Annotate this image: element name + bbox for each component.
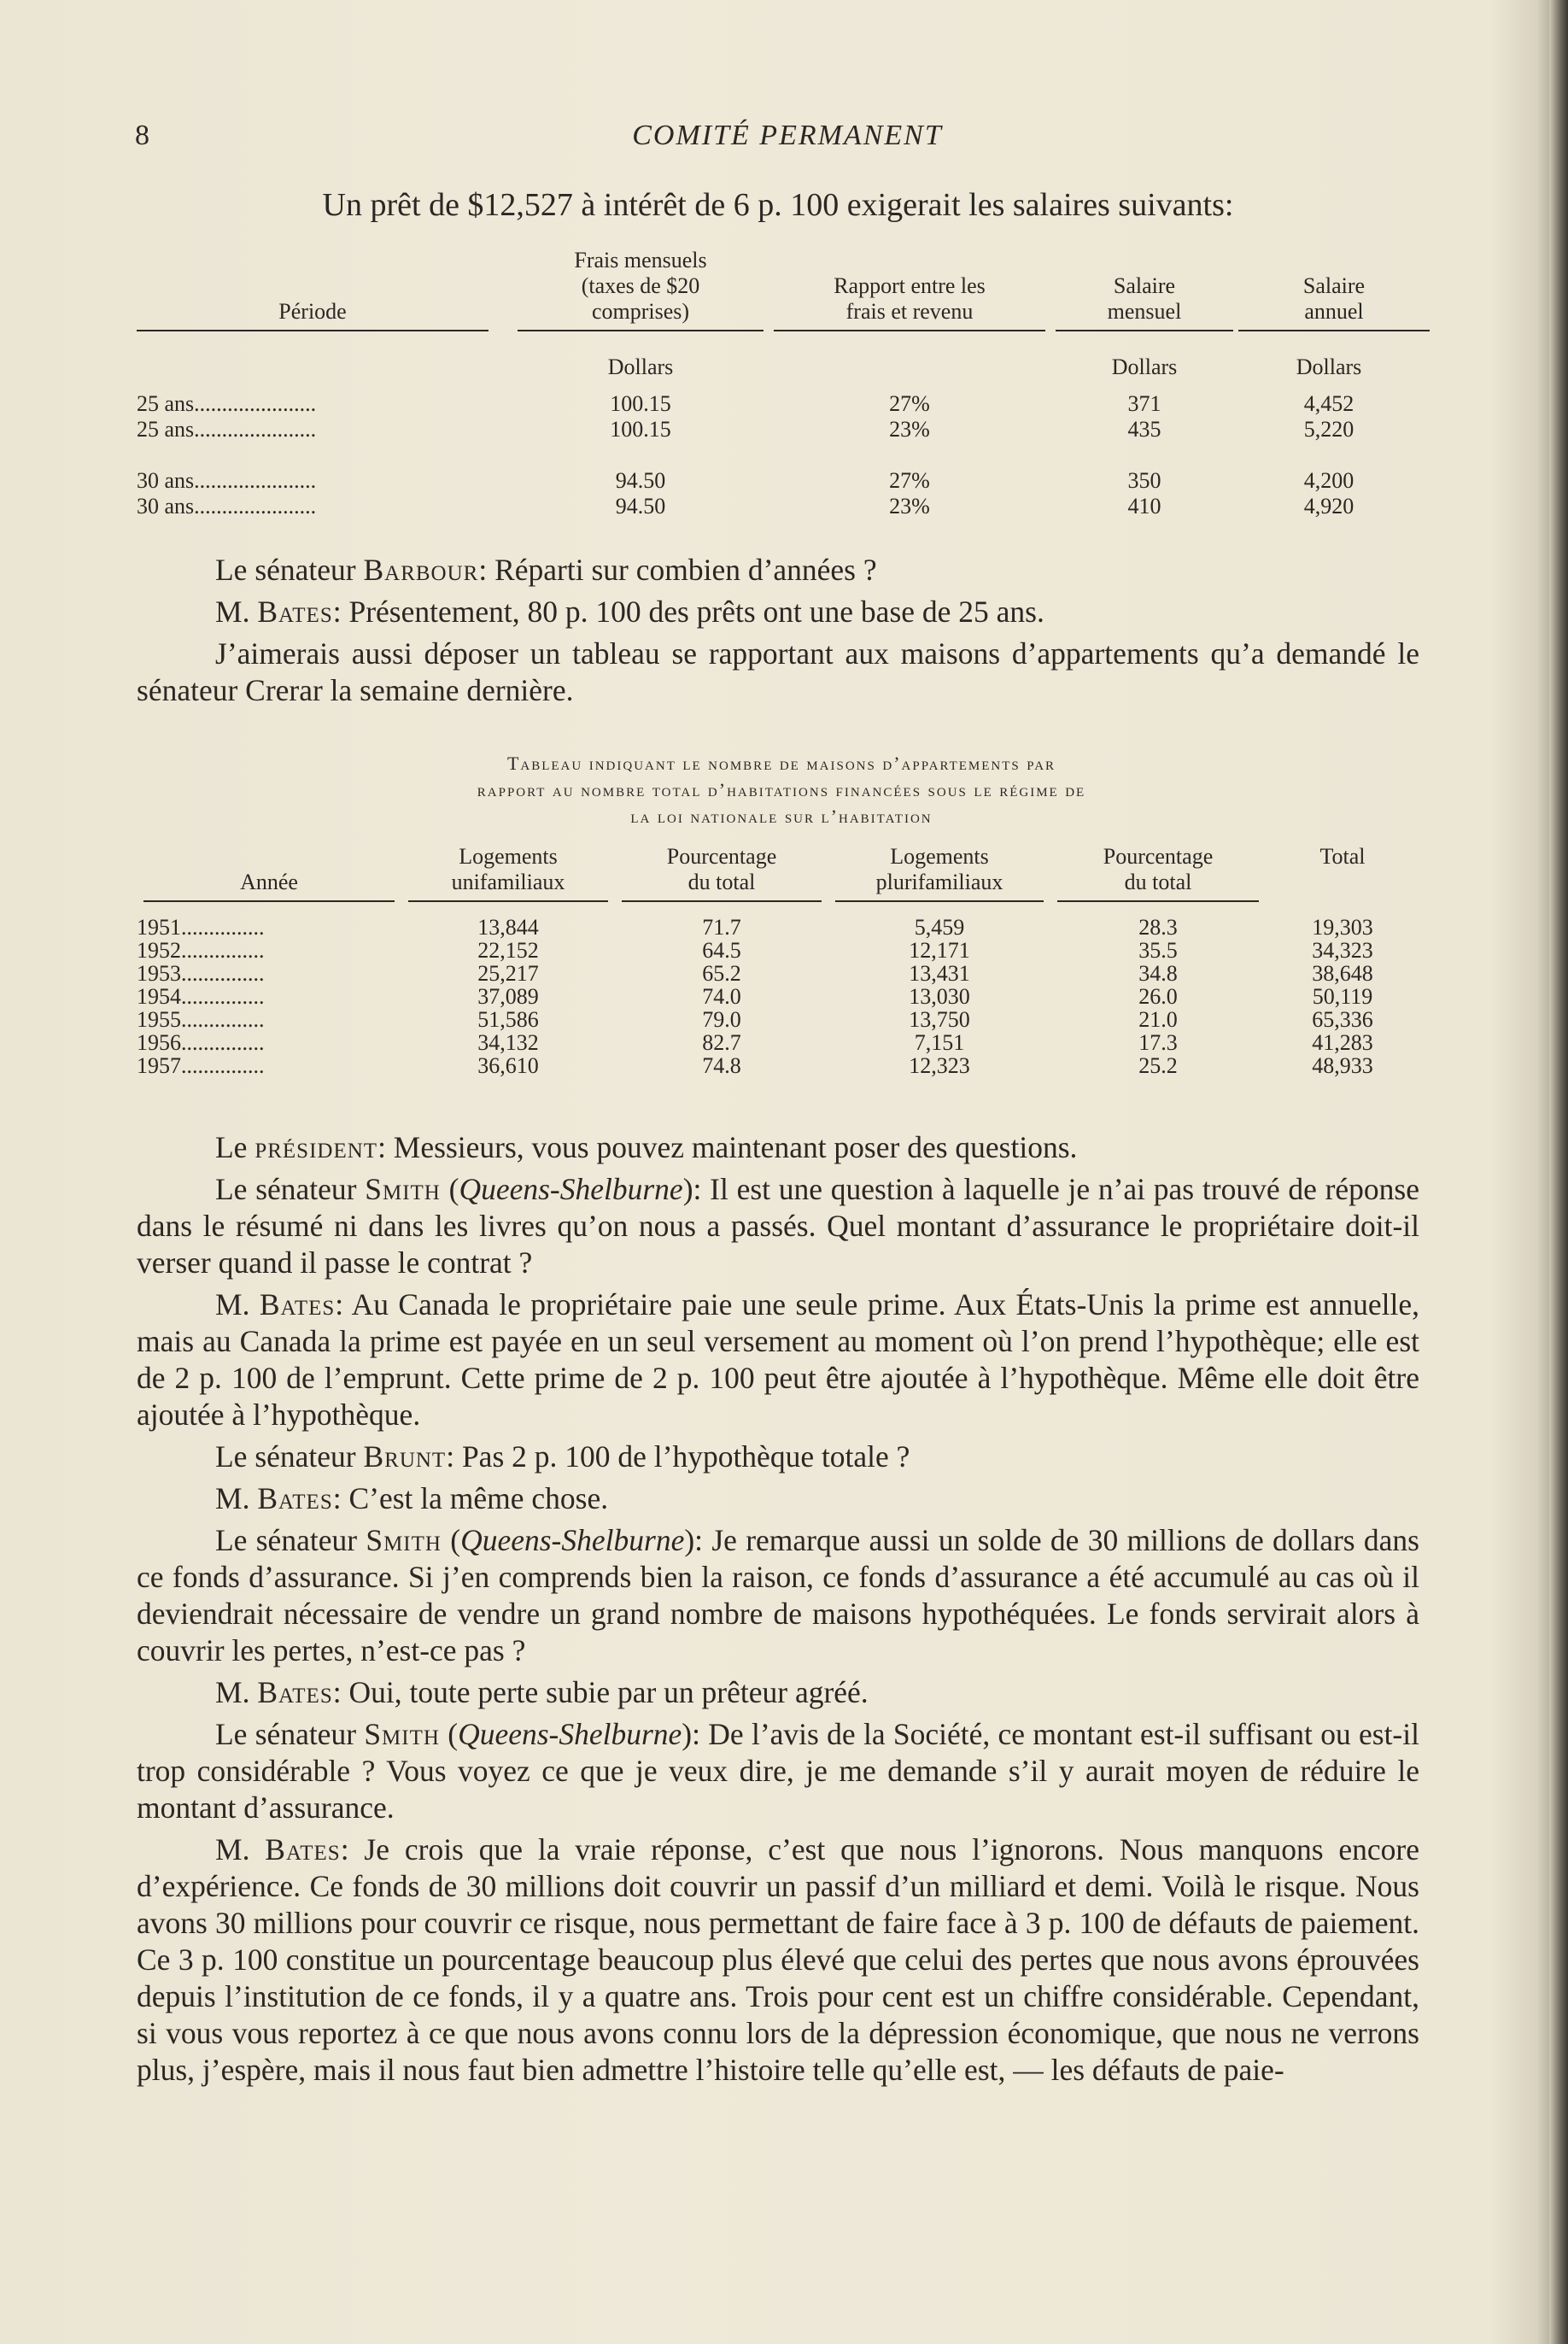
paragraph: M. Bates: Je crois que la vraie réponse, c’est que nous l’ignorons. Nous manquons encore d’expérience. Ce fonds de 30 millions doit couvrir un passif d’un milliard et demi. Voilà le risque. Nous avons 30 millions pour couvrir ce risque, nous permettant de faire face à 3 p. 100 de défauts de paiement. Ce 3 p. 100 constitue un pourcentage beaucoup plus élevé que celui des pertes que nous avons éprouvées depuis l’institution de ce fonds, il y a quatre ans. Trois pour cent est un chiffre considérable. Cependant, si vous vous reportez à ce que nous avons connu lors de la dépression économique, que nous ne verrons plus, j’espère, mais il nous faut bien admettre l’histoire telle qu’elle est, — les défauts de paie- <box>137 1832 1419 2087</box>
header-annee: Année <box>137 844 401 907</box>
cell-pct-pluri: 17.3 <box>1138 1030 1178 1055</box>
cell-annee: 1957............... <box>137 1053 265 1078</box>
speaker-name: Brunt <box>363 1439 447 1474</box>
cell-annuel: 5,220 <box>1303 417 1354 442</box>
cell-annee: 1956............... <box>137 1030 265 1055</box>
header-pct-pluri: Pourcentage du total <box>1050 844 1266 907</box>
header-salaire-mensuel: Salaire mensuel <box>1050 248 1238 337</box>
cell-mensuel: 410 <box>1127 494 1161 519</box>
dialogue <box>137 1129 1419 2094</box>
header-pct-uni: Pourcentage du total <box>615 844 828 907</box>
row-spacer <box>137 442 1419 468</box>
speaker-name: Smith <box>365 1172 441 1206</box>
cell-pct-uni: 74.8 <box>702 1053 741 1078</box>
cell-mensuel: 371 <box>1127 391 1161 416</box>
cell-rapport: 23% <box>889 417 930 442</box>
cell-annuel: 4,200 <box>1303 468 1354 493</box>
intro-paragraphs <box>137 552 1419 714</box>
cell-frais: 100.15 <box>610 391 671 416</box>
table-row <box>137 417 1419 442</box>
housing-table-header <box>137 844 1419 907</box>
cell-pct-uni: 71.7 <box>702 915 741 940</box>
cell-periode: 30 ans...................... <box>137 468 317 493</box>
cell-pluri: 5,459 <box>914 915 965 940</box>
cell-total: 48,933 <box>1312 1053 1373 1078</box>
cell-annee: 1955............... <box>137 1007 265 1032</box>
cell-pct-uni: 65.2 <box>702 961 741 986</box>
paragraph: M. Bates: Au Canada le propriétaire paie une seule prime. Aux États-Unis la prime est annuelle, mais au Canada la prime est payée en un seul versement au moment où l’on prend l’hypothèque; elle est de 2 p. 100 de l’emprunt. Cette prime de 2 p. 100 peut être ajoutée à l’hypothèque. Même elle doit être ajoutée à l’hypothèque. <box>137 1287 1419 1432</box>
table-row <box>137 939 1419 962</box>
speaker-name: Smith <box>366 1523 442 1557</box>
cell-annuel: 4,920 <box>1303 494 1354 519</box>
cell-pct-pluri: 25.2 <box>1138 1053 1178 1078</box>
cell-uni: 22,152 <box>477 938 539 963</box>
cell-rapport: 23% <box>889 494 930 519</box>
unit-salaire-mensuel: Dollars <box>1111 355 1178 379</box>
header-rapport: Rapport entre les frais et revenu <box>769 248 1050 337</box>
table2-caption: Tableau indiquant le nombre de maisons d’appartements par rapport au nombre total d’habitations financées sous le régime de la loi nationale sur l’habitation <box>477 753 1086 827</box>
cell-pluri: 13,431 <box>909 961 970 986</box>
header-plurifamiliaux: Logements plurifamiliaux <box>828 844 1050 907</box>
paragraph: M. Bates: C’est la même chose. <box>215 1481 609 1515</box>
paragraph: Le sénateur Brunt: Pas 2 p. 100 de l’hypothèque totale ? <box>215 1439 910 1474</box>
header-periode: Période <box>137 248 512 337</box>
cell-uni: 51,586 <box>477 1007 539 1032</box>
page-number: 8 <box>135 120 149 151</box>
cell-annee: 1953............... <box>137 961 265 986</box>
unit-salaire-annuel: Dollars <box>1296 355 1362 379</box>
salary-table <box>137 248 1419 519</box>
speaker-name: Barbour <box>363 553 479 587</box>
speaker-name: Bates <box>265 1832 341 1866</box>
cell-annee: 1951............... <box>137 915 265 940</box>
units-row <box>137 337 1419 391</box>
header-salaire-annuel: Salaire annuel <box>1238 248 1419 337</box>
cell-total: 34,323 <box>1312 938 1373 963</box>
cell-uni: 37,089 <box>477 984 539 1009</box>
cell-uni: 13,844 <box>477 915 539 940</box>
cell-pluri: 13,750 <box>909 1007 970 1032</box>
unit-frais: Dollars <box>607 355 674 379</box>
cell-pct-uni: 74.0 <box>702 984 741 1009</box>
paragraph: J’aimerais aussi déposer un tableau se rapportant aux maisons d’appartements qu’a demandé le sénateur Crerar la semaine dernière. <box>137 636 1419 707</box>
lead-sentence: Un prêt de $12,527 à intérêt de 6 p. 100 exigerait les salaires suivants: <box>322 187 1234 223</box>
cell-annee: 1952............... <box>137 938 265 963</box>
cell-uni: 25,217 <box>477 961 539 986</box>
cell-pct-pluri: 34.8 <box>1138 961 1178 986</box>
cell-rapport: 27% <box>889 391 930 416</box>
table-row <box>137 1008 1419 1031</box>
paragraph: Le sénateur Smith (Queens-Shelburne): Il est une question à laquelle je n’ai pas trouvé de réponse dans le résumé ni dans les livres qu’on nous a passés. Quel montant d’assurance le propriétaire doit-il verser quand il passe le contrat ? <box>137 1172 1419 1280</box>
cell-annee: 1954............... <box>137 984 265 1009</box>
housing-table <box>137 844 1419 1077</box>
paragraph: Le sénateur Smith (Queens-Shelburne): De l’avis de la Société, ce montant est-il suffisant ou est-il trop considérable ? Vous voyez ce que je veux dire, je me demande s’il y aurait moyen de réduire le montant d’assurance. <box>137 1717 1419 1825</box>
riding: Queens-Shelburne <box>459 1172 683 1206</box>
running-head: COMITÉ PERMANENT <box>632 120 943 151</box>
cell-frais: 100.15 <box>610 417 671 442</box>
cell-total: 50,119 <box>1312 984 1373 1009</box>
table-row <box>137 391 1419 417</box>
cell-pct-uni: 82.7 <box>702 1030 741 1055</box>
header-total: Total <box>1319 844 1366 869</box>
paragraph: M. Bates: Oui, toute perte subie par un prêteur agréé. <box>215 1675 869 1709</box>
cell-mensuel: 435 <box>1127 417 1161 442</box>
cell-pct-pluri: 26.0 <box>1138 984 1178 1009</box>
table-row <box>137 468 1419 494</box>
header-unifamiliaux: Logements unifamiliaux <box>401 844 615 907</box>
page-header <box>135 120 1440 162</box>
riding: Queens-Shelburne <box>460 1523 685 1557</box>
cell-frais: 94.50 <box>615 494 666 519</box>
cell-total: 19,303 <box>1312 915 1373 940</box>
cell-annuel: 4,452 <box>1303 391 1354 416</box>
cell-pct-pluri: 35.5 <box>1138 938 1178 963</box>
cell-total: 41,283 <box>1312 1030 1373 1055</box>
page-edge-shadow <box>1549 0 1568 2344</box>
cell-pluri: 12,323 <box>909 1053 970 1078</box>
cell-pct-pluri: 28.3 <box>1138 915 1178 940</box>
cell-pct-uni: 79.0 <box>702 1007 741 1032</box>
paragraph: Le sénateur Smith (Queens-Shelburne): Je remarque aussi un solde de 30 millions de dollars dans ce fonds d’assurance. Si j’en comprends bien la raison, ce fonds d’assurance a été accumulé au cas où il deviendrait nécessaire de vendre un grand nombre de maisons hypothéquées. Le fonds servirait alors à couvrir les pertes, n’est-ce pas ? <box>137 1523 1420 1667</box>
cell-periode: 25 ans...................... <box>137 417 317 442</box>
table-row <box>137 907 1419 939</box>
paragraph: Le sénateur Barbour: Réparti sur combien d’années ? <box>215 553 877 587</box>
speaker-name: Bates <box>257 1675 333 1709</box>
cell-total: 38,648 <box>1312 961 1373 986</box>
cell-rapport: 27% <box>889 468 930 493</box>
cell-pluri: 7,151 <box>914 1030 965 1055</box>
speaker-name: Bates <box>257 1481 333 1515</box>
table-row <box>137 962 1419 985</box>
speaker-name: Bates <box>257 595 333 629</box>
cell-pluri: 12,171 <box>909 938 970 963</box>
riding: Queens-Shelburne <box>458 1717 682 1751</box>
speaker-name: Bates <box>259 1287 336 1321</box>
header-frais: Frais mensuels (taxes de $20 comprises) <box>512 248 769 337</box>
speaker-name: président <box>255 1130 378 1164</box>
cell-total: 65,336 <box>1312 1007 1373 1032</box>
table-row <box>137 1031 1419 1054</box>
table-row <box>137 985 1419 1008</box>
paragraph: Le président: Messieurs, vous pouvez maintenant poser des questions. <box>215 1130 1078 1164</box>
cell-pluri: 13,030 <box>909 984 970 1009</box>
speaker-name: Smith <box>364 1717 440 1751</box>
cell-periode: 30 ans...................... <box>137 494 317 519</box>
table-row <box>137 1054 1419 1077</box>
table-row <box>137 494 1419 519</box>
salary-table-header <box>137 248 1419 337</box>
cell-uni: 36,610 <box>477 1053 539 1078</box>
cell-mensuel: 350 <box>1127 468 1161 493</box>
cell-uni: 34,132 <box>477 1030 539 1055</box>
cell-periode: 25 ans...................... <box>137 391 317 416</box>
cell-pct-uni: 64.5 <box>702 938 741 963</box>
paragraph: M. Bates: Présentement, 80 p. 100 des prêts ont une base de 25 ans. <box>215 595 1044 629</box>
cell-frais: 94.50 <box>615 468 666 493</box>
cell-pct-pluri: 21.0 <box>1138 1007 1178 1032</box>
